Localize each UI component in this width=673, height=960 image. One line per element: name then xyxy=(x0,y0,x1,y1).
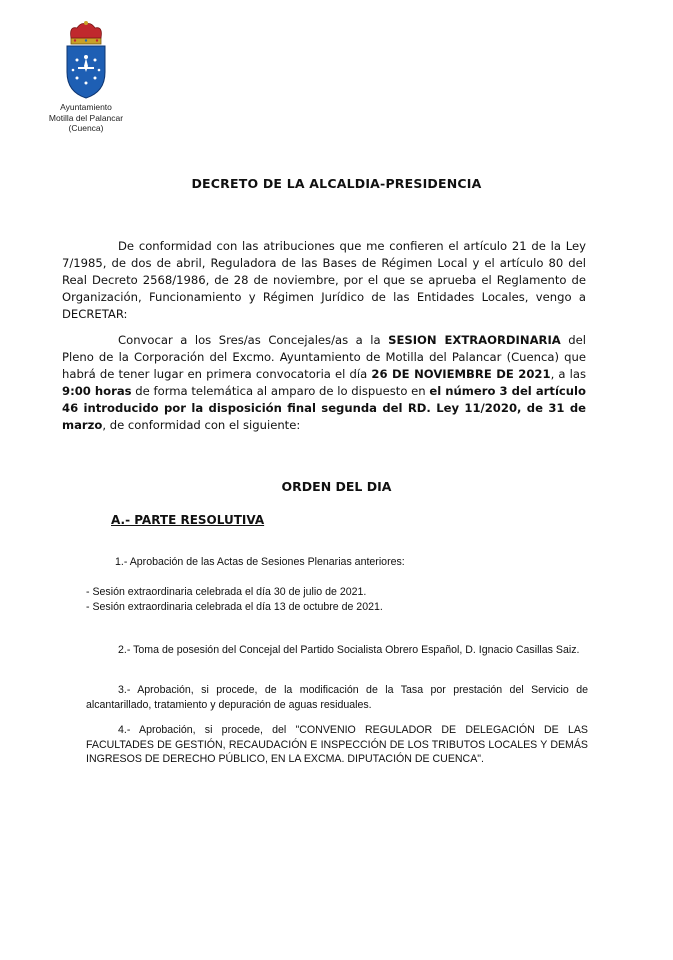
agenda-item-2 xyxy=(86,643,588,658)
p2-bold-4: el número 3 del artículo 46 introducido por la disposición final segunda del RD. Ley 11/2020, de 31 de marzo xyxy=(62,384,586,432)
agenda-item-4 xyxy=(86,723,588,767)
p2-bold-2: 26 DE NOVIEMBRE DE 2021 xyxy=(371,367,551,381)
agenda-item-2-text: 2.- Toma de posesión del Concejal del Partido Socialista Obrero Español, D. Ignacio Casillas Saiz. xyxy=(118,644,580,656)
agenda-item-4-text: 4.- Aprobación, si procede, del "CONVENIO REGULADOR DE DELEGACIÓN DE LAS FACULTADES DE GESTIÓN, RECAUDACIÓN E INSPECCIÓN DE LOS TRIBUTOS LOCALES Y DEMÁS INGRESOS DE DERECHO PÚBLICO, EN LA EXCMA. DIPUTACIÓN DE CUENCA". xyxy=(86,724,588,765)
document-title: DECRETO DE LA ALCALDIA-PRESIDENCIA xyxy=(191,176,482,191)
agenda-item-3-text: 3.- Aprobación, si procede, de la modificación de la Tasa por prestación del Servicio de alcantarillado, tratamiento y depuración de aguas residuales. xyxy=(86,684,588,711)
paragraph-1 xyxy=(62,238,586,323)
paragraph-2 xyxy=(62,332,586,434)
agenda-item-1-sub-1: - Sesión extraordinaria celebrada el día 30 de julio de 2021. xyxy=(86,586,367,598)
coat-of-arms-icon xyxy=(63,20,109,100)
org-line-1: Ayuntamiento xyxy=(60,102,112,112)
order-of-day-title: ORDEN DEL DIA xyxy=(281,479,392,494)
p2-bold-1: SESION EXTRAORDINARIA xyxy=(388,333,561,347)
org-line-2: Motilla del Palancar xyxy=(48,112,124,123)
p2-text-4: de forma telemática al amparo de lo dispuesto en xyxy=(131,384,430,398)
org-line-3: (Cuenca) xyxy=(68,123,104,133)
paragraph-1-text: De conformidad con las atribuciones que me confieren el artículo 21 de la Ley 7/1985, de dos de abril, Reguladora de las Bases de Régimen Local y el artículo 80 del Real Decreto 2568/1986, de 28 de noviembre, por el que se aprueba el Reglamento de Organización, Funcionamiento y Régimen Jurídico de las Entidades Locales, vengo a DECRETAR: xyxy=(62,239,586,321)
agenda-item-1: 1.- Aprobación de las Actas de Sesiones Plenarias anteriores: xyxy=(115,556,405,568)
header-logo xyxy=(30,20,142,134)
p2-bold-3: 9:00 horas xyxy=(62,384,132,398)
org-caption xyxy=(30,102,142,134)
agenda-item-1-sub-2: - Sesión extraordinaria celebrada el día 13 de octubre de 2021. xyxy=(86,601,383,613)
p2-text-5: , de conformidad con el siguiente: xyxy=(102,418,301,432)
p2-text-2: del Pleno de la Corporación del Excmo. Ayuntamiento de Motilla del Palancar (Cuenca) que habrá de tener lugar en primera convocatoria el día xyxy=(62,333,586,381)
p2-text-3: , a las xyxy=(550,367,587,381)
p2-text-1: Convocar a los Sres/as Concejales/as a la xyxy=(118,333,389,347)
agenda-item-3 xyxy=(86,683,588,712)
section-a-heading: A.- PARTE RESOLUTIVA xyxy=(111,513,265,527)
